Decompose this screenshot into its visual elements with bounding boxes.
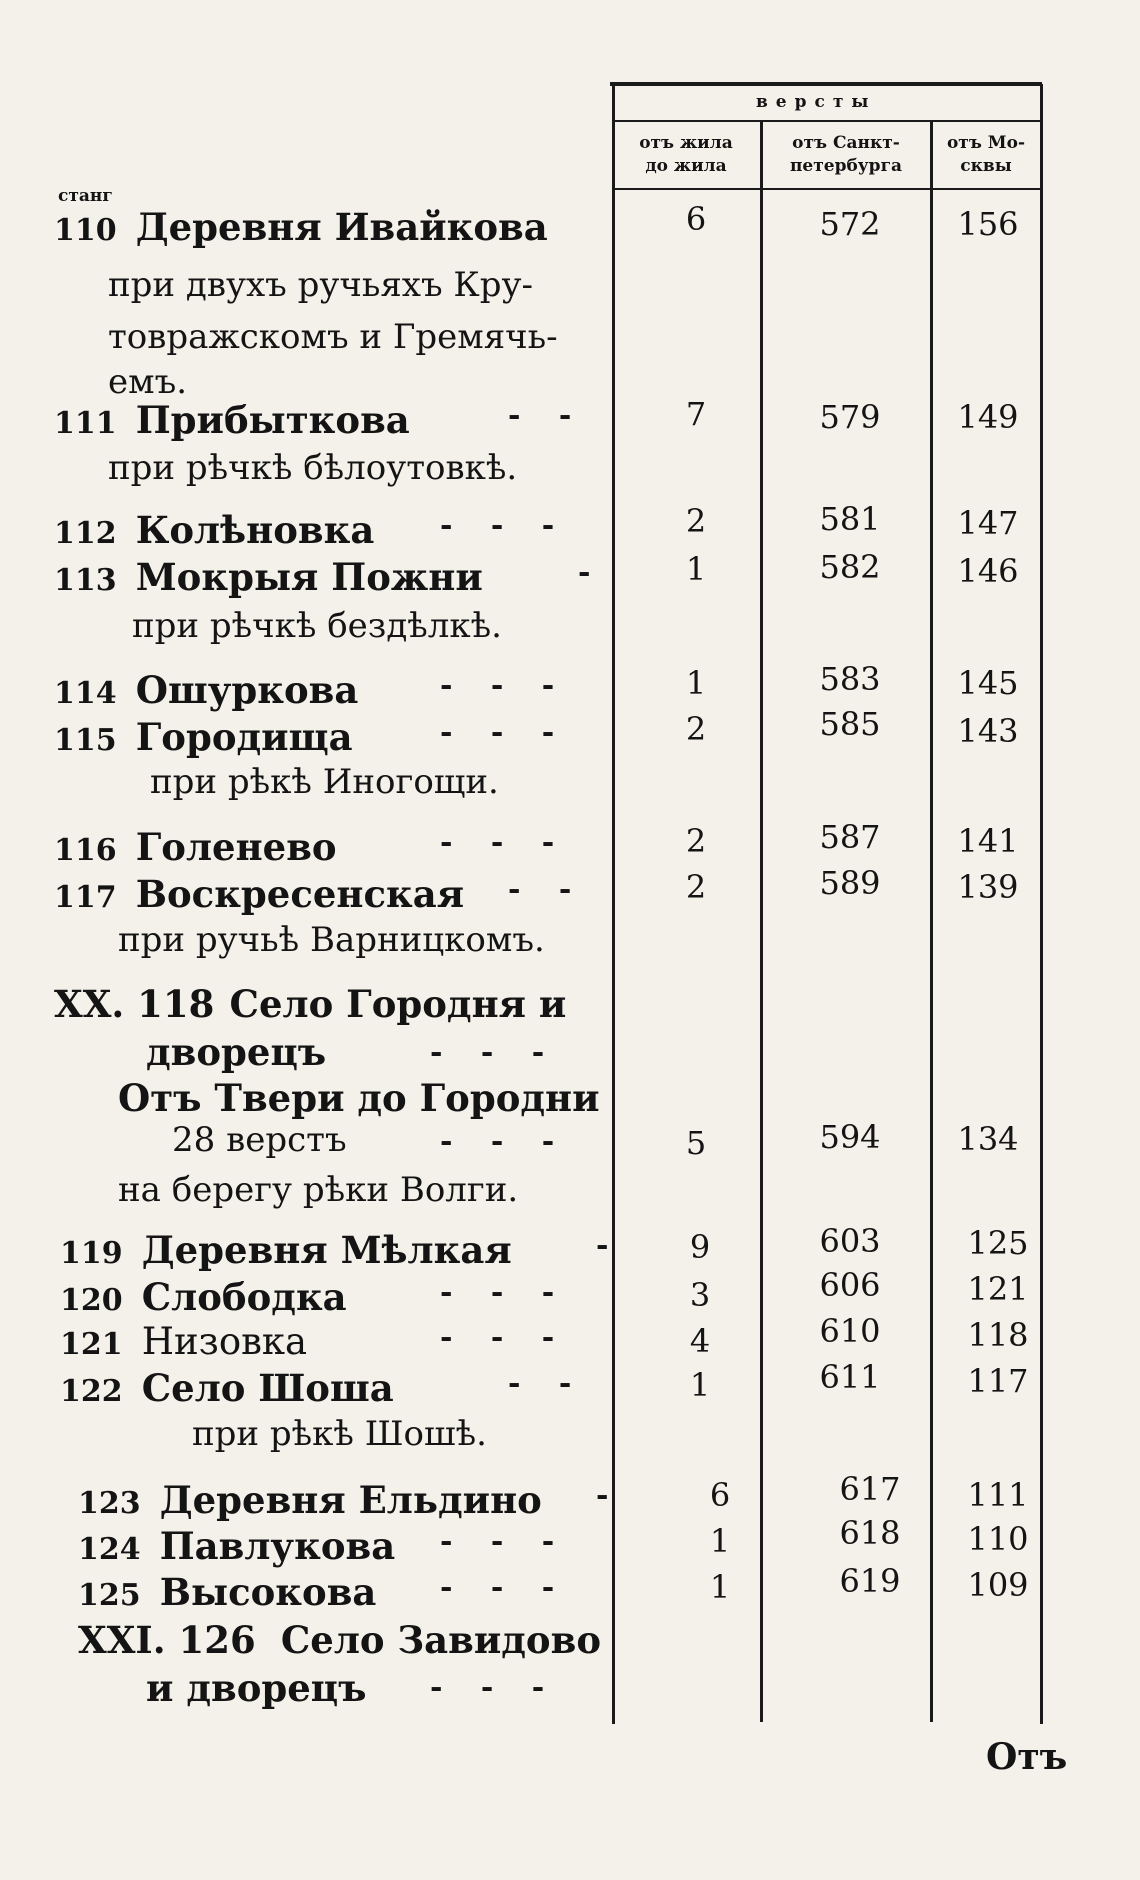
- row-sub: при рѣкѣ Иногощи.: [150, 762, 499, 802]
- value-zhila: 9: [689, 1228, 711, 1266]
- row-dashes: - - -: [440, 825, 569, 860]
- col-divider-3: [930, 122, 933, 1722]
- row-dashes: - - -: [440, 1320, 569, 1355]
- value-moscow: 118: [967, 1316, 1029, 1354]
- header-bottom-rule: [612, 188, 1042, 190]
- table-row: 123 Деревня Ельдино: [78, 1478, 542, 1522]
- value-moscow: 141: [957, 822, 1019, 860]
- value-zhila: 6: [685, 200, 707, 238]
- table-row: 111 Прибыткова: [54, 398, 410, 442]
- table-row: 110 Деревня Ивайкова: [54, 205, 548, 249]
- value-zhila: 3: [689, 1276, 711, 1314]
- value-zhila: 6: [709, 1476, 731, 1514]
- value-spb: 611: [819, 1358, 881, 1396]
- value-moscow: 110: [967, 1520, 1029, 1558]
- value-spb: 585: [819, 705, 881, 743]
- value-spb: 619: [839, 1562, 901, 1600]
- row-dashes: -: [596, 1228, 623, 1263]
- value-zhila: 4: [689, 1322, 711, 1360]
- value-zhila: 1: [685, 550, 707, 588]
- row-dashes: - - -: [440, 668, 569, 703]
- value-moscow: 125: [967, 1224, 1029, 1262]
- value-moscow: 139: [957, 868, 1019, 906]
- table-row: 125 Высокова: [78, 1570, 377, 1614]
- row-dashes: - -: [508, 1366, 586, 1401]
- value-spb: 610: [819, 1312, 881, 1350]
- row-sub: при рѣчкѣ бѣлоутовкѣ.: [108, 448, 518, 488]
- header-top-rule: [610, 82, 1042, 86]
- value-moscow: 111: [967, 1476, 1029, 1514]
- header-col3: отъ Мо- сквы: [946, 133, 1026, 176]
- value-moscow: 149: [957, 398, 1019, 436]
- row-dashes: -: [596, 1478, 623, 1513]
- table-row: 117 Воскресенская: [54, 872, 465, 916]
- value-zhila: 2: [685, 822, 707, 860]
- row-sub: при рѣчкѣ бездѣлкѣ.: [132, 606, 502, 646]
- row-sub: при двухъ ручьяхъ Кру-: [108, 265, 533, 305]
- value-spb: 581: [819, 500, 881, 538]
- value-spb: 618: [839, 1514, 901, 1552]
- value-zhila: 1: [709, 1568, 731, 1606]
- table-row: 120 Слободка: [60, 1275, 347, 1319]
- row-sub: на берегу рѣки Волги.: [118, 1170, 519, 1210]
- value-zhila: 7: [685, 395, 707, 433]
- table-row: 113 Мокрыя Пожни: [54, 555, 483, 599]
- row-sub: при ручьѣ Варницкомъ.: [118, 920, 545, 960]
- catchword: Отъ: [986, 1736, 1068, 1778]
- value-moscow: 156: [957, 205, 1019, 243]
- value-spb: 572: [819, 205, 881, 243]
- value-moscow: 134: [957, 1120, 1019, 1158]
- value-moscow: 121: [967, 1270, 1029, 1308]
- row-dashes: -: [578, 555, 605, 590]
- table-row: 119 Деревня Мѣлкая: [60, 1228, 512, 1272]
- row-dashes: - - -: [430, 1035, 559, 1070]
- value-zhila: 2: [685, 502, 707, 540]
- row-sub: товражскомъ и Гремячь-: [108, 317, 558, 357]
- table-row: XX. 118 Село Городня и: [54, 982, 567, 1026]
- value-zhila: 2: [685, 710, 707, 748]
- table-row: 124 Павлукова: [78, 1524, 396, 1568]
- header-versty: версты: [756, 92, 877, 112]
- table-row: 112 Колѣновка: [54, 508, 375, 552]
- row-note: 28 верстъ: [172, 1120, 347, 1160]
- table-row: 115 Городища: [54, 715, 353, 759]
- table-row: 116 Голенево: [54, 825, 337, 869]
- value-spb: 603: [819, 1222, 881, 1260]
- value-spb: 617: [839, 1470, 901, 1508]
- value-spb: 579: [819, 398, 881, 436]
- row-note: Отъ Твери до Городни: [118, 1076, 600, 1120]
- value-spb: 587: [819, 818, 881, 856]
- value-spb: 583: [819, 660, 881, 698]
- value-moscow: 109: [967, 1566, 1029, 1604]
- row-sub: емъ.: [108, 362, 188, 402]
- value-moscow: 145: [957, 664, 1019, 702]
- value-zhila: 1: [709, 1522, 731, 1560]
- row-sub: при рѣкѣ Шошѣ.: [192, 1414, 487, 1454]
- value-moscow: 143: [957, 712, 1019, 750]
- row-dashes: - - -: [440, 1524, 569, 1559]
- value-zhila: 1: [685, 664, 707, 702]
- row-sub: дворецъ: [146, 1030, 327, 1074]
- table-row: 121 Низовка: [60, 1320, 308, 1363]
- table-row: 114 Ошуркова: [54, 668, 359, 712]
- value-spb: 589: [819, 864, 881, 902]
- row-dashes: - - -: [440, 1570, 569, 1605]
- value-zhila: 2: [685, 868, 707, 906]
- value-zhila: 1: [689, 1366, 711, 1404]
- value-moscow: 117: [967, 1362, 1029, 1400]
- stan-label: станг: [58, 186, 113, 206]
- row-dashes: - - -: [440, 508, 569, 543]
- value-moscow: 146: [957, 552, 1019, 590]
- table-row: 122 Село Шоша: [60, 1366, 394, 1410]
- row-dashes: - - -: [440, 715, 569, 750]
- row-dashes: - - -: [440, 1275, 569, 1310]
- header-col1: отъ жила до жила: [639, 133, 733, 176]
- header-col2: отъ Санкт- петербурга: [789, 133, 903, 176]
- row-dashes: - - -: [430, 1670, 559, 1705]
- row-dashes: - -: [508, 398, 586, 433]
- value-spb: 582: [819, 548, 881, 586]
- value-zhila: 5: [685, 1124, 707, 1162]
- value-spb: 594: [819, 1118, 881, 1156]
- row-dashes: - -: [508, 872, 586, 907]
- table-row: XXI. 126 Село Завидово: [78, 1618, 602, 1662]
- row-dashes: - - -: [440, 1124, 569, 1159]
- value-moscow: 147: [957, 504, 1019, 542]
- header-mid-rule: [612, 120, 1042, 122]
- value-spb: 606: [819, 1266, 881, 1304]
- row-sub: и дворецъ: [146, 1666, 367, 1710]
